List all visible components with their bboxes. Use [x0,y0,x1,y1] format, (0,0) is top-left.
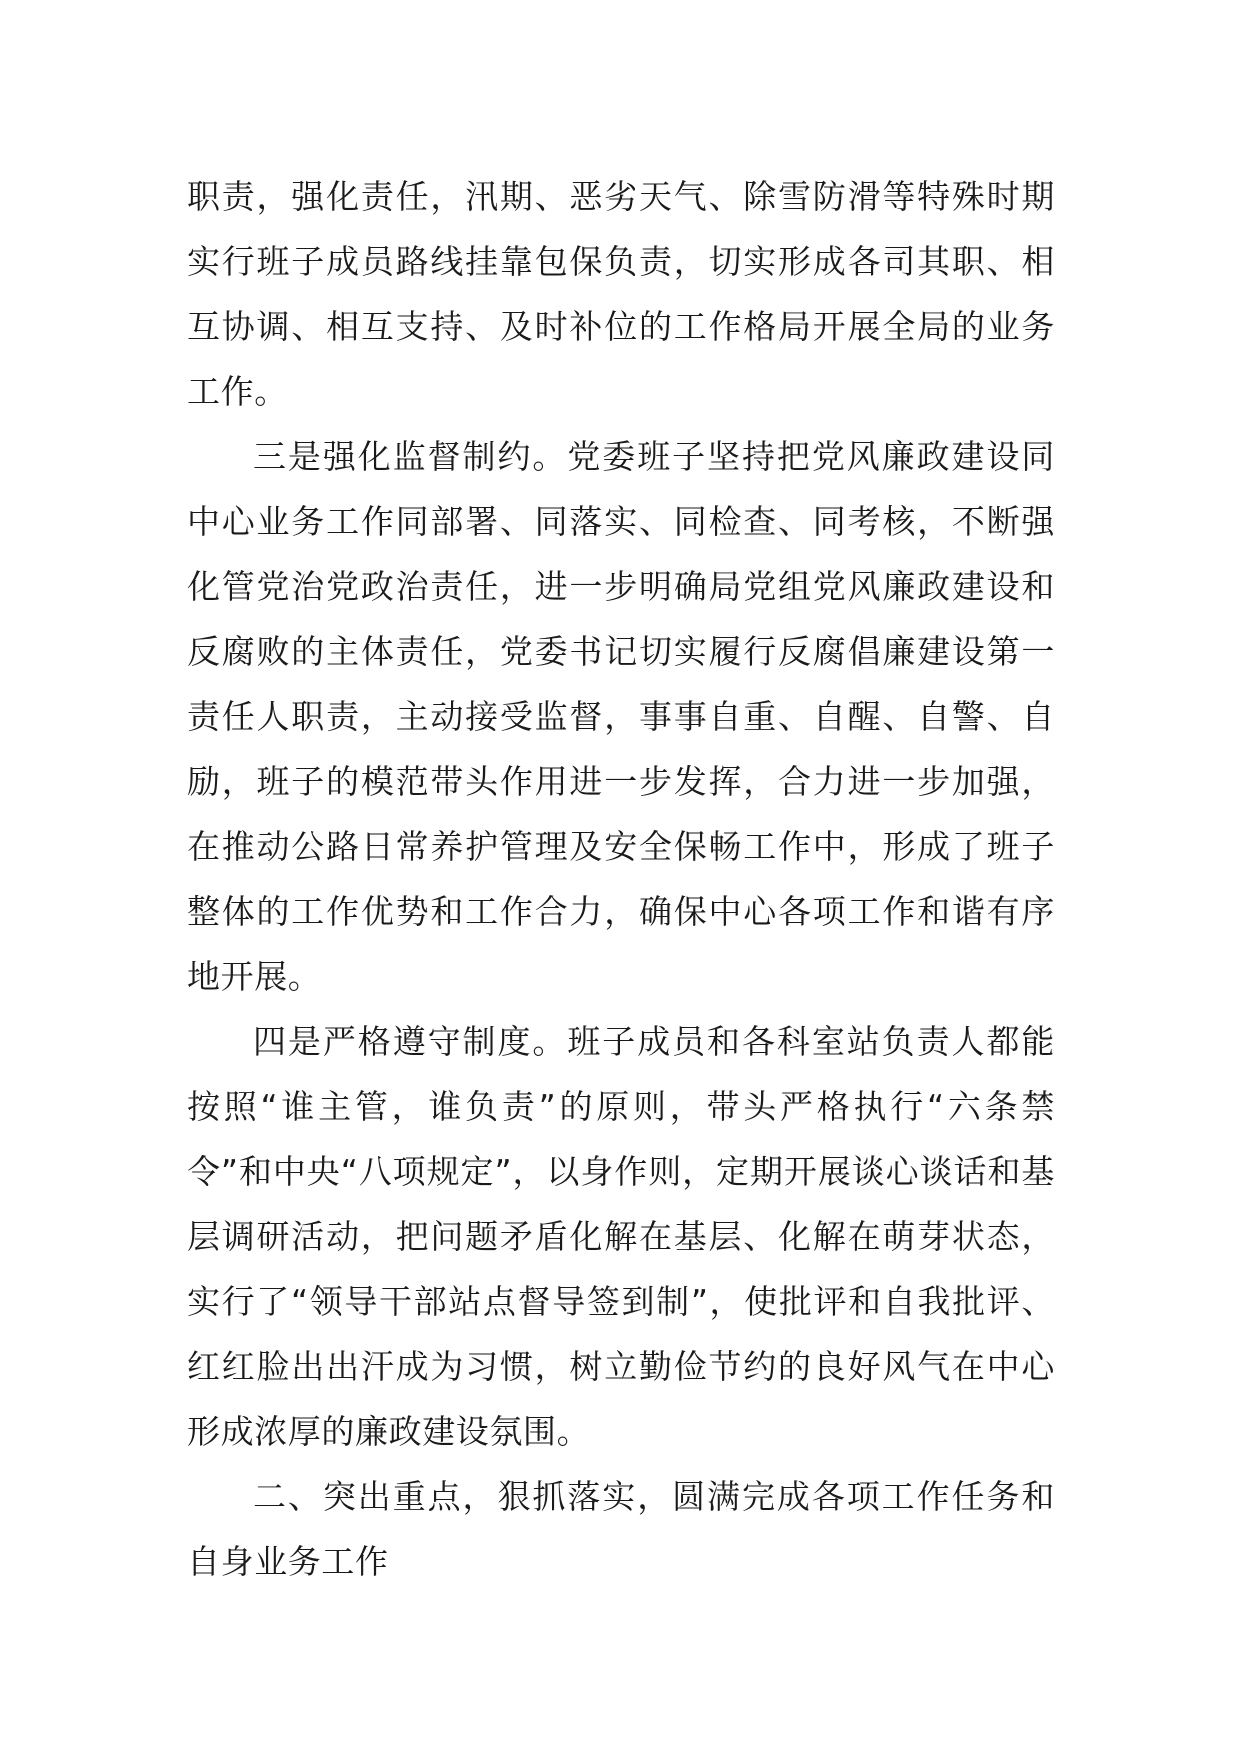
section-heading-two: 二、突出重点，狠抓落实，圆满完成各项工作任务和自身业务工作 [187,1477,1055,1581]
paragraph-supervision: 三是强化监督制约。党委班子坚持把党风廉政建设同中心业务工作同部署、同落实、同检查、同考核，不断强化管党治党政治责任，进一步明确局党组党风廉政建设和反腐败的主体责任，党委书记切实履行反腐倡廉建设第一责任人职责，主动接受监督，事事自重、自醒、自警、自励，班子的模范带头作用进一步发挥，合力进一步加强，在推动公路日常养护管理及安全保畅工作中，形成了班子整体的工作优势和工作合力，确保中心各项工作和谐有序地开展。 [187,437,1055,996]
paragraph-continued-duties: 职责，强化责任，汛期、恶劣天气、除雪防滑等特殊时期实行班子成员路线挂靠包保负责，切实形成各司其职、相互协调、相互支持、及时补位的工作格局开展全局的业务工作。 [187,177,1055,411]
document-body [187,164,1055,1594]
paragraph-regulations: 四是严格遵守制度。班子成员和各科室站负责人都能按照“谁主管，谁负责”的原则，带头严格执行“六条禁令”和中央“八项规定”，以身作则，定期开展谈心谈话和基层调研活动，把问题矛盾化解在基层、化解在萌芽状态，实行了“领导干部站点督导签到制”，使批评和自我批评、红红脸出出汗成为习惯，树立勤俭节约的良好风气在中心形成浓厚的廉政建设氛围。 [187,1022,1055,1451]
